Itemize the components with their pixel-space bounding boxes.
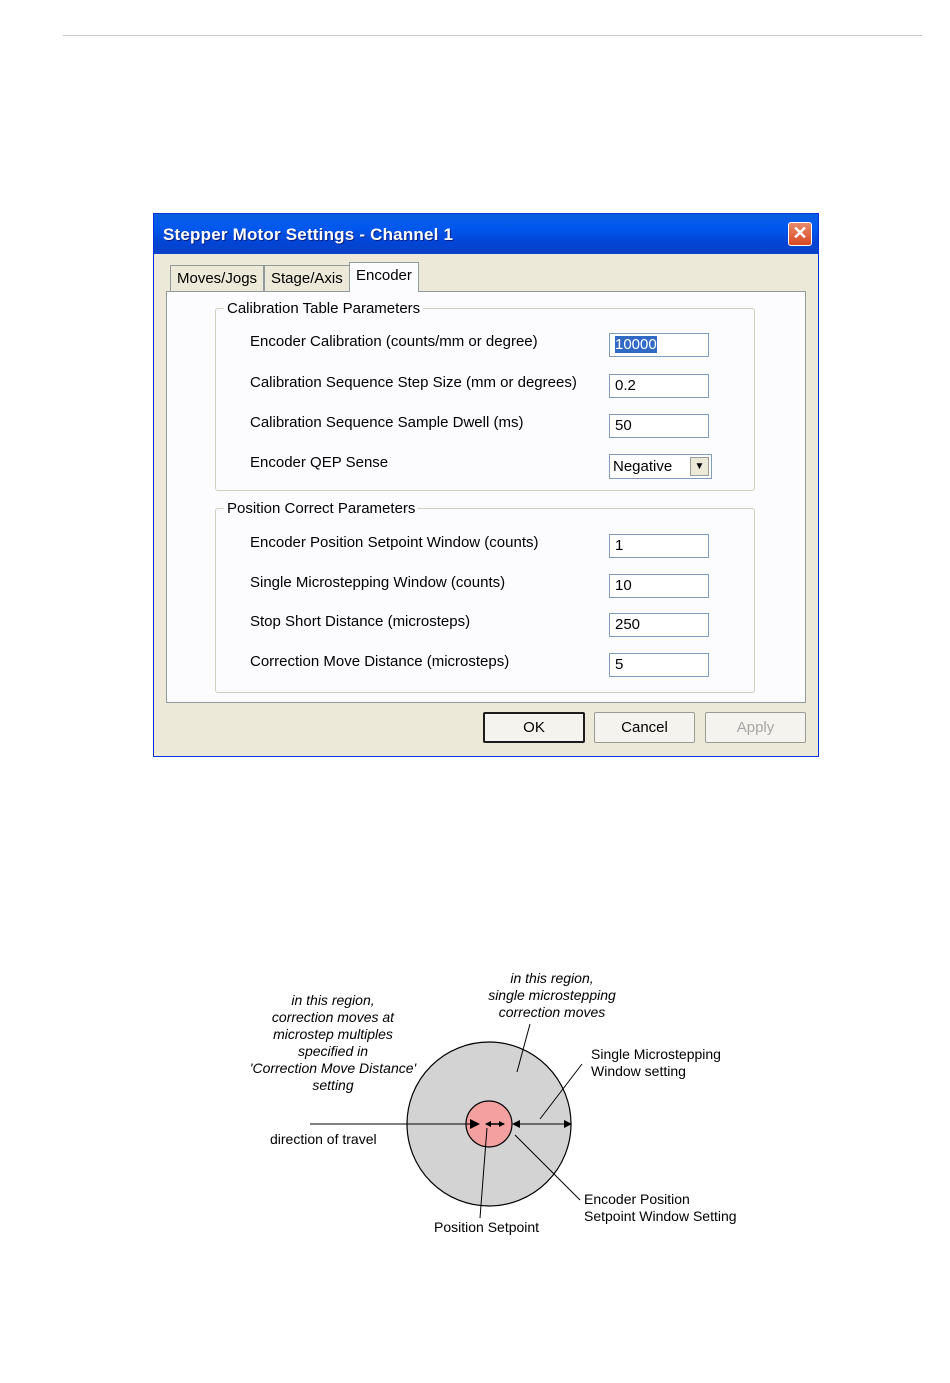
sample-dwell-input[interactable]: 50 — [609, 414, 709, 438]
top-note-line: in this region, — [510, 970, 594, 986]
encoder-window-label-line: Setpoint Window Setting — [584, 1208, 737, 1224]
ok-button[interactable]: OK — [483, 712, 585, 743]
encoder-window-label — [584, 1191, 737, 1225]
left-note-line: 'Correction Move Distance' — [249, 1060, 417, 1076]
calibration-group-title: Calibration Table Parameters — [224, 300, 423, 317]
apply-button[interactable]: Apply — [705, 712, 806, 743]
microstepping-window-input[interactable]: 10 — [609, 574, 709, 598]
step-size-label: Calibration Sequence Step Size (mm or degrees) — [250, 374, 577, 391]
qep-sense-value: Negative — [613, 458, 673, 475]
encoder-calibration-label: Encoder Calibration (counts/mm or degree) — [250, 333, 538, 350]
close-icon[interactable]: ✕ — [788, 222, 812, 246]
single-window-label — [591, 1046, 721, 1080]
chevron-down-icon[interactable]: ▼ — [690, 457, 709, 476]
top-region-note — [472, 970, 632, 1021]
top-note-line: single microstepping — [488, 987, 616, 1003]
stop-short-input[interactable]: 250 — [609, 613, 709, 637]
encoder-window-label-line: Encoder Position — [584, 1191, 690, 1207]
top-note-line: correction moves — [498, 1004, 606, 1020]
encoder-calibration-value: 10000 — [615, 336, 657, 353]
dialog-title: Stepper Motor Settings - Channel 1 — [163, 225, 454, 244]
left-note-line: in this region, — [291, 992, 375, 1008]
sample-dwell-label: Calibration Sequence Sample Dwell (ms) — [250, 414, 524, 431]
tab-moves-jogs[interactable]: Moves/Jogs — [170, 265, 264, 291]
left-region-note — [240, 992, 426, 1094]
left-note-line: setting — [312, 1077, 354, 1093]
single-window-label-line: Single Microstepping — [591, 1046, 721, 1062]
left-note-line: microstep multiples — [273, 1026, 393, 1042]
position-group-title: Position Correct Parameters — [224, 500, 418, 517]
single-window-label-line: Window setting — [591, 1063, 686, 1079]
qep-sense-label: Encoder QEP Sense — [250, 454, 389, 471]
step-size-input[interactable]: 0.2 — [609, 374, 709, 398]
tab-stage-axis[interactable]: Stage/Axis — [264, 265, 350, 291]
setpoint-window-label: Encoder Position Setpoint Window (counts) — [250, 534, 539, 551]
direction-of-travel-label: direction of travel — [270, 1131, 377, 1147]
tab-encoder[interactable]: Encoder — [349, 262, 419, 292]
microstepping-window-label: Single Microstepping Window (counts) — [250, 574, 506, 591]
position-setpoint-label: Position Setpoint — [434, 1219, 540, 1235]
left-note-line: specified in — [297, 1043, 369, 1059]
cancel-button[interactable]: Cancel — [594, 712, 695, 743]
correction-move-input[interactable]: 5 — [609, 653, 709, 677]
stop-short-label: Stop Short Distance (microsteps) — [250, 613, 471, 630]
left-note-line: correction moves at — [271, 1009, 395, 1025]
correction-move-label: Correction Move Distance (microsteps) — [250, 653, 510, 670]
setpoint-window-input[interactable]: 1 — [609, 534, 709, 558]
